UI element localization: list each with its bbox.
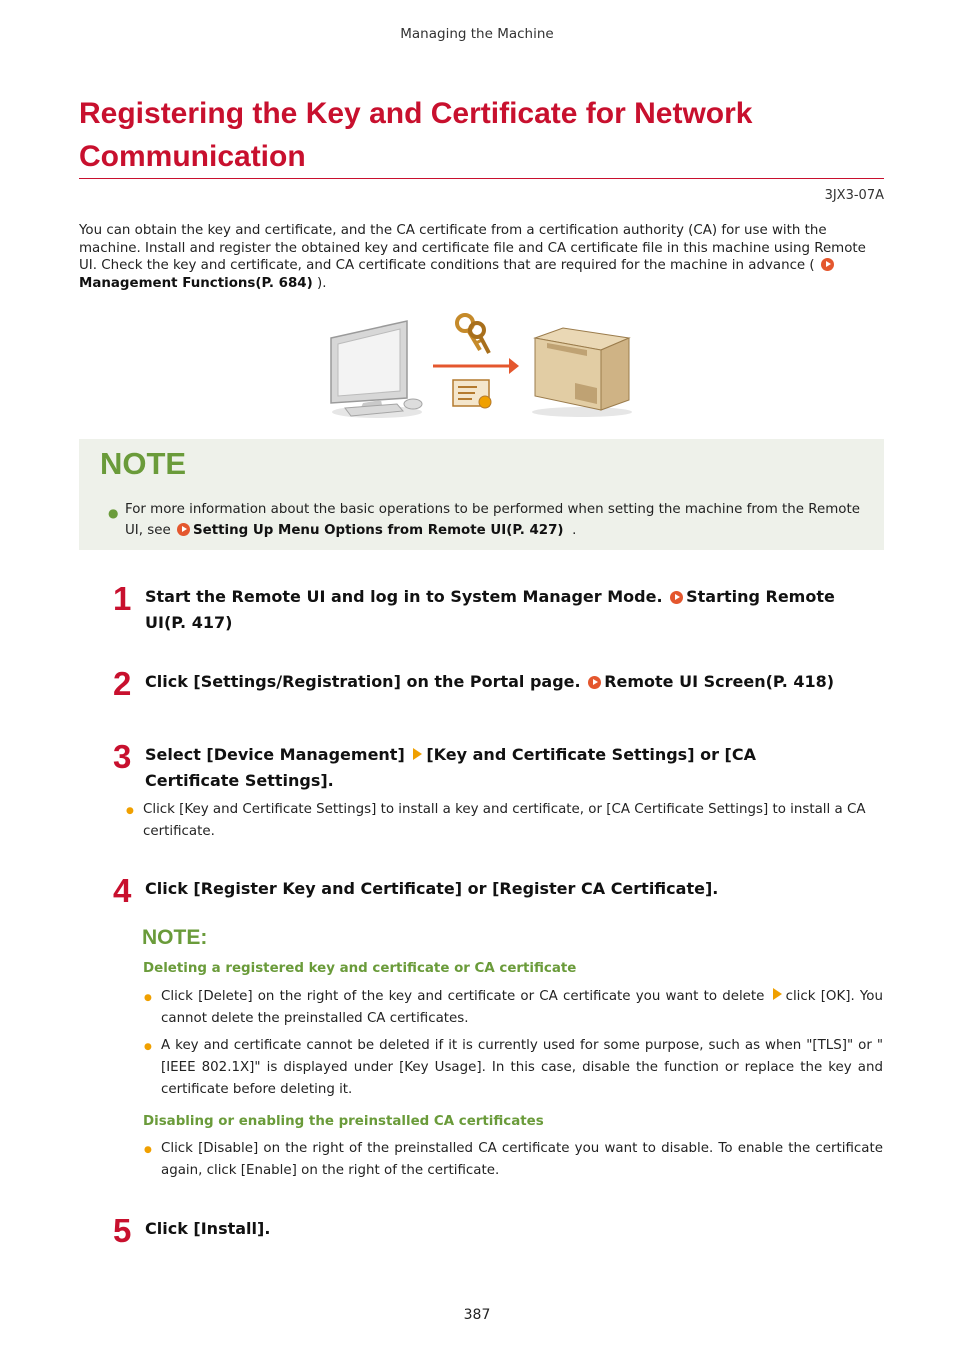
step-2-text — [145, 669, 845, 695]
note-text — [125, 499, 865, 541]
intro-tail: ). — [316, 275, 327, 291]
note-heading-deleting: Deleting a registered key and certificate or CA certificate — [143, 961, 577, 976]
step-5-number: 5 — [113, 1212, 132, 1249]
step-3-number: 3 — [113, 738, 132, 775]
computer-icon — [331, 321, 422, 418]
page-header: Managing the Machine — [400, 26, 554, 42]
step-3-bullet-text: Click [Key and Certificate Settings] to install a key and certificate, or [CA Certificate Settings] to install a CA certificate. — [143, 802, 866, 839]
link-starting-remote-ui[interactable]: Starting Remote UI(P. 417) — [145, 587, 835, 632]
step-3-text — [145, 742, 845, 794]
note-bullet-2-text: A key and certificate cannot be deleted if it is currently used for some purpose, such as when "[TLS]" or "[IEEE 802.1X]" is displayed under [Key Usage]. In this case, disable the function or replace the key and certificate before deleting it. — [161, 1038, 883, 1097]
link-management-functions[interactable]: Management Functions(P. 684) — [79, 275, 313, 291]
arrow-right-icon — [433, 358, 519, 374]
title-rule — [79, 178, 884, 179]
link-setting-up-menu-options[interactable]: Setting Up Menu Options from Remote UI(P. 427) — [192, 523, 564, 538]
intro-paragraph — [79, 222, 884, 292]
step-3-instruction-a: Select [Device Management] — [145, 745, 405, 764]
note-bullet-icon: ● — [108, 506, 119, 520]
title-line-1: Registering the Key and Certificate for Network — [79, 97, 753, 130]
note-bullet-2-icon: ● — [144, 1042, 152, 1052]
note-title: NOTE — [100, 446, 187, 481]
key-icon — [457, 315, 489, 353]
note-bullet-3-icon: ● — [144, 1145, 152, 1155]
menu-arrow-icon — [413, 748, 422, 760]
page-number: 387 — [463, 1307, 491, 1323]
link-arrow-icon — [177, 523, 190, 536]
link-arrow-icon — [588, 676, 601, 689]
page-title — [79, 92, 884, 178]
step-3-instruction-b: [Key and Certificate Settings] or [CA Certificate Settings]. — [145, 745, 756, 790]
key-certificate-illustration — [325, 308, 635, 423]
step-3-bullet-icon: ● — [126, 806, 134, 816]
link-arrow-icon — [821, 258, 834, 271]
step-4-note-title: NOTE: — [142, 926, 208, 949]
note-bullet-1-b: click [OK]. You cannot delete the preinstalled CA certificates. — [161, 989, 883, 1026]
note-heading-disabling: Disabling or enabling the preinstalled CA certificates — [143, 1114, 544, 1129]
title-line-2: Communication — [79, 140, 306, 173]
menu-arrow-icon — [773, 988, 782, 1000]
document-id: 3JX3-07A — [824, 188, 884, 203]
link-arrow-icon — [670, 591, 683, 604]
note-bullet-1-text — [161, 986, 883, 1030]
note-body: For more information about the basic operations to be performed when setting the machine from the Remote UI, see — [125, 502, 860, 538]
step-5-text: Click [Install]. — [145, 1219, 271, 1238]
certificate-icon — [453, 380, 491, 408]
note-bullet-1-icon: ● — [144, 993, 152, 1003]
step-1-text — [145, 584, 845, 636]
printer-icon — [532, 328, 632, 417]
link-remote-ui-screen[interactable]: Remote UI Screen(P. 418) — [604, 672, 835, 691]
step-2-number: 2 — [113, 665, 132, 702]
step-4-text: Click [Register Key and Certificate] or [Register CA Certificate]. — [145, 879, 719, 898]
note-bullet-3-text: Click [Disable] on the right of the preinstalled CA certificate you want to disable. To enable the certificate again, click [Enable] on the right of the certificate. — [161, 1141, 883, 1178]
step-4-number: 4 — [113, 872, 132, 909]
step-2-instruction: Click [Settings/Registration] on the Portal page. — [145, 672, 581, 691]
step-1-instruction: Start the Remote UI and log in to System Manager Mode. — [145, 587, 663, 606]
intro-text: You can obtain the key and certificate, and the CA certificate from a certification authority (CA) for use with the machine. Install and register the obtained key and certificate file and CA certificate file in this machine using Remote UI. Check the key and certificate, and CA certificate conditions that are required for the machine in advance ( — [79, 223, 866, 273]
note-bullet-1-a: Click [Delete] on the right of the key and certificate or CA certificate you want to delete — [161, 989, 765, 1004]
step-1-number: 1 — [113, 580, 132, 617]
note-tail: . — [572, 523, 577, 538]
